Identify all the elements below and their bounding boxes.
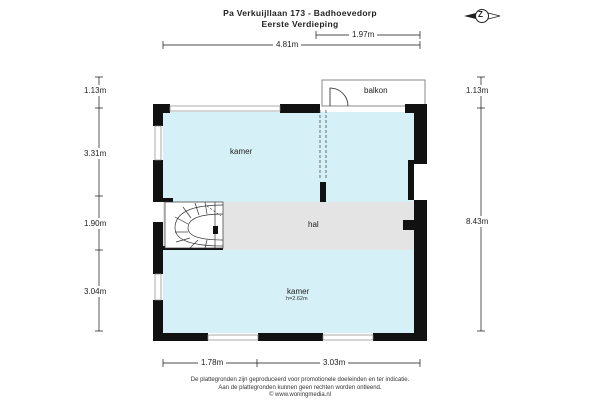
dim-right-top: 1.13m [466,86,489,95]
dim-left-4: 3.04m [84,287,107,296]
plan-title: Pa Verkuijllaan 173 - Badhoevedorp [223,8,377,18]
plan-subtitle: Eerste Verdieping [261,19,339,29]
dim-right-total: 8.43m [466,217,489,226]
dim-top-balcony: 1.97m [349,30,377,39]
compass-label: Z [478,10,483,19]
staircase [165,202,223,248]
room-height-kamer-bottom: h=2.62m [286,296,308,302]
room-label-balkon: balkon [364,86,388,95]
dim-bottom-left: 1.78m [198,358,226,367]
disclaimer-line-2: Aan de plattegronden kunnen geen rechten worden ontleend. [218,384,382,391]
dim-left-1: 1.13m [84,86,107,95]
copyright-line: © www.woningmedia.nl [268,392,332,398]
room-label-kamer-bottom: kamer [287,287,310,296]
dim-left-2: 3.31m [84,149,107,158]
dim-bottom-right: 3.03m [320,358,348,367]
dim-left-3: 1.90m [84,219,107,228]
dim-top-total: 4.81m [273,40,301,49]
disclaimer-line-1: De plattegronden zijn geproduceerd voor promotionele doeleinden en ter indicatie. [190,377,410,383]
room-label-hal: hal [308,220,319,229]
room-kamer-top-fill [163,112,414,202]
room-label-kamer-top: kamer [230,147,253,156]
